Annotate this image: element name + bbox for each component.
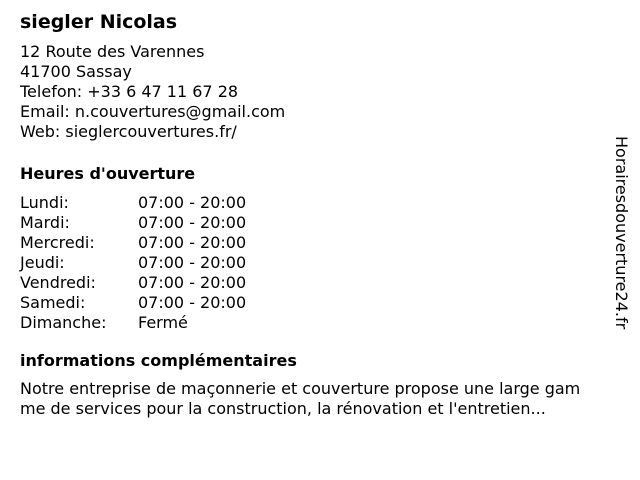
day-hours: Fermé [138, 313, 188, 332]
email-label: Email: [20, 102, 70, 121]
day-label: Mercredi: [20, 233, 95, 252]
hours-row-monday [20, 193, 620, 213]
web-row [20, 122, 620, 142]
address-line-1: 12 Route des Varennes [20, 42, 205, 61]
day-hours: 07:00 - 20:00 [138, 193, 247, 212]
day-hours: 07:00 - 20:00 [138, 233, 247, 252]
day-label: Dimanche: [20, 313, 107, 332]
hours-table [20, 193, 620, 333]
day-hours: 07:00 - 20:00 [138, 273, 247, 292]
address-line-2: 41700 Sassay [20, 62, 132, 81]
day-hours: 07:00 - 20:00 [138, 213, 247, 232]
hours-row-tuesday [20, 213, 620, 233]
phone-label: Telefon: [20, 82, 83, 101]
phone-row [20, 82, 620, 102]
business-name: siegler Nicolas [20, 11, 178, 33]
business-card [20, 8, 620, 419]
email-row [20, 102, 620, 122]
hours-row-friday [20, 273, 620, 293]
day-label: Mardi: [20, 213, 70, 232]
day-label: Samedi: [20, 293, 86, 312]
website-link[interactable]: sieglercouvertures.fr/ [65, 122, 237, 141]
info-title: informations complémentaires [20, 351, 297, 370]
day-hours: 07:00 - 20:00 [138, 293, 247, 312]
web-label: Web: [20, 122, 61, 141]
hours-title: Heures d'ouverture [20, 164, 196, 183]
phone-number[interactable]: +33 6 47 11 67 28 [87, 82, 239, 101]
day-label: Vendredi: [20, 273, 96, 292]
hours-row-thursday [20, 253, 620, 273]
business-description: Notre entreprise de maçonnerie et couverture propose une large gamme de services pour la construction, la rénovation et l'entretien... [20, 379, 581, 418]
day-label: Lundi: [20, 193, 69, 212]
hours-row-wednesday [20, 233, 620, 253]
day-label: Jeudi: [20, 253, 65, 272]
hours-row-saturday [20, 293, 620, 313]
email-address[interactable]: n.couvertures@gmail.com [74, 102, 286, 121]
day-hours: 07:00 - 20:00 [138, 253, 247, 272]
side-brand-watermark: Horairesdouverture24.fr [612, 136, 631, 330]
hours-row-sunday [20, 313, 620, 333]
